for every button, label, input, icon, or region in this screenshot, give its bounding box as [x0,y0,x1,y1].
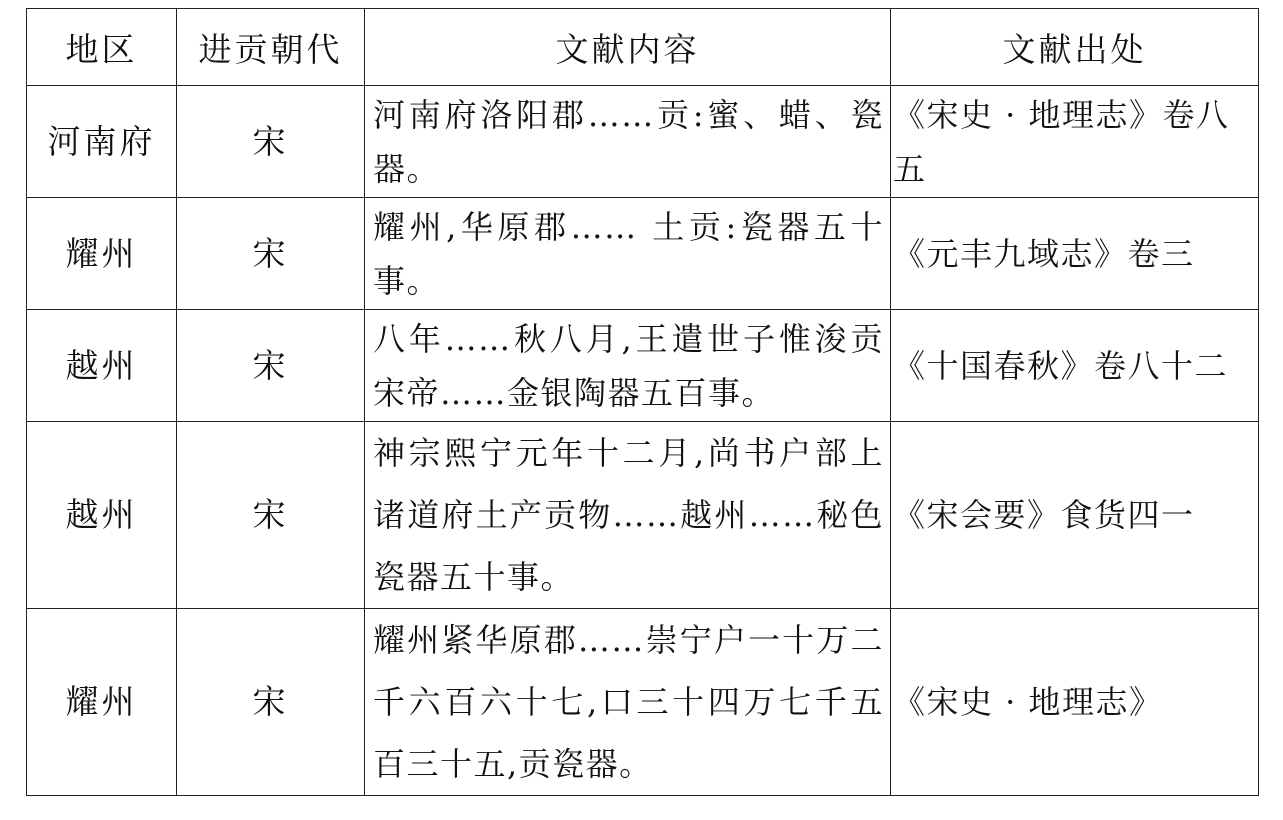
table-row [27,198,1259,310]
cell-source: 《十国春秋》卷八十二 [891,310,1259,422]
cell-content: 神宗熙宁元年十二月,尚书户部上诸道府土产贡物……越州……秘色瓷器五十事。 [365,422,891,609]
cell-region: 河南府 [27,86,177,198]
cell-content: 耀州紧华原郡……崇宁户一十万二千六百六十七,口三十四万七千五百三十五,贡瓷器。 [365,609,891,796]
cell-dynasty: 宋 [177,198,365,310]
header-dynasty: 进贡朝代 [177,9,365,86]
cell-region: 越州 [27,310,177,422]
cell-source: 《宋史 · 地理志》 [891,609,1259,796]
cell-dynasty: 宋 [177,422,365,609]
table-row [27,86,1259,198]
cell-dynasty: 宋 [177,86,365,198]
header-region: 地区 [27,9,177,86]
table-row [27,310,1259,422]
cell-dynasty: 宋 [177,310,365,422]
table-header-row [27,9,1259,86]
cell-content: 八年……秋八月,王遣世子惟浚贡宋帝……金银陶器五百事。 [365,310,891,422]
cell-source: 《元丰九域志》卷三 [891,198,1259,310]
header-source: 文献出处 [891,9,1259,86]
header-content: 文献内容 [365,9,891,86]
cell-dynasty: 宋 [177,609,365,796]
cell-source: 《宋史 · 地理志》卷八五 [891,86,1259,198]
cell-source: 《宋会要》食货四一 [891,422,1259,609]
cell-region: 耀州 [27,609,177,796]
table-row [27,609,1259,796]
table-row [27,422,1259,609]
cell-content: 耀州,华原郡…… 土贡:瓷器五十事。 [365,198,891,310]
cell-region: 耀州 [27,198,177,310]
tribute-table [26,8,1259,796]
cell-content: 河南府洛阳郡……贡:蜜、蜡、瓷器。 [365,86,891,198]
cell-region: 越州 [27,422,177,609]
